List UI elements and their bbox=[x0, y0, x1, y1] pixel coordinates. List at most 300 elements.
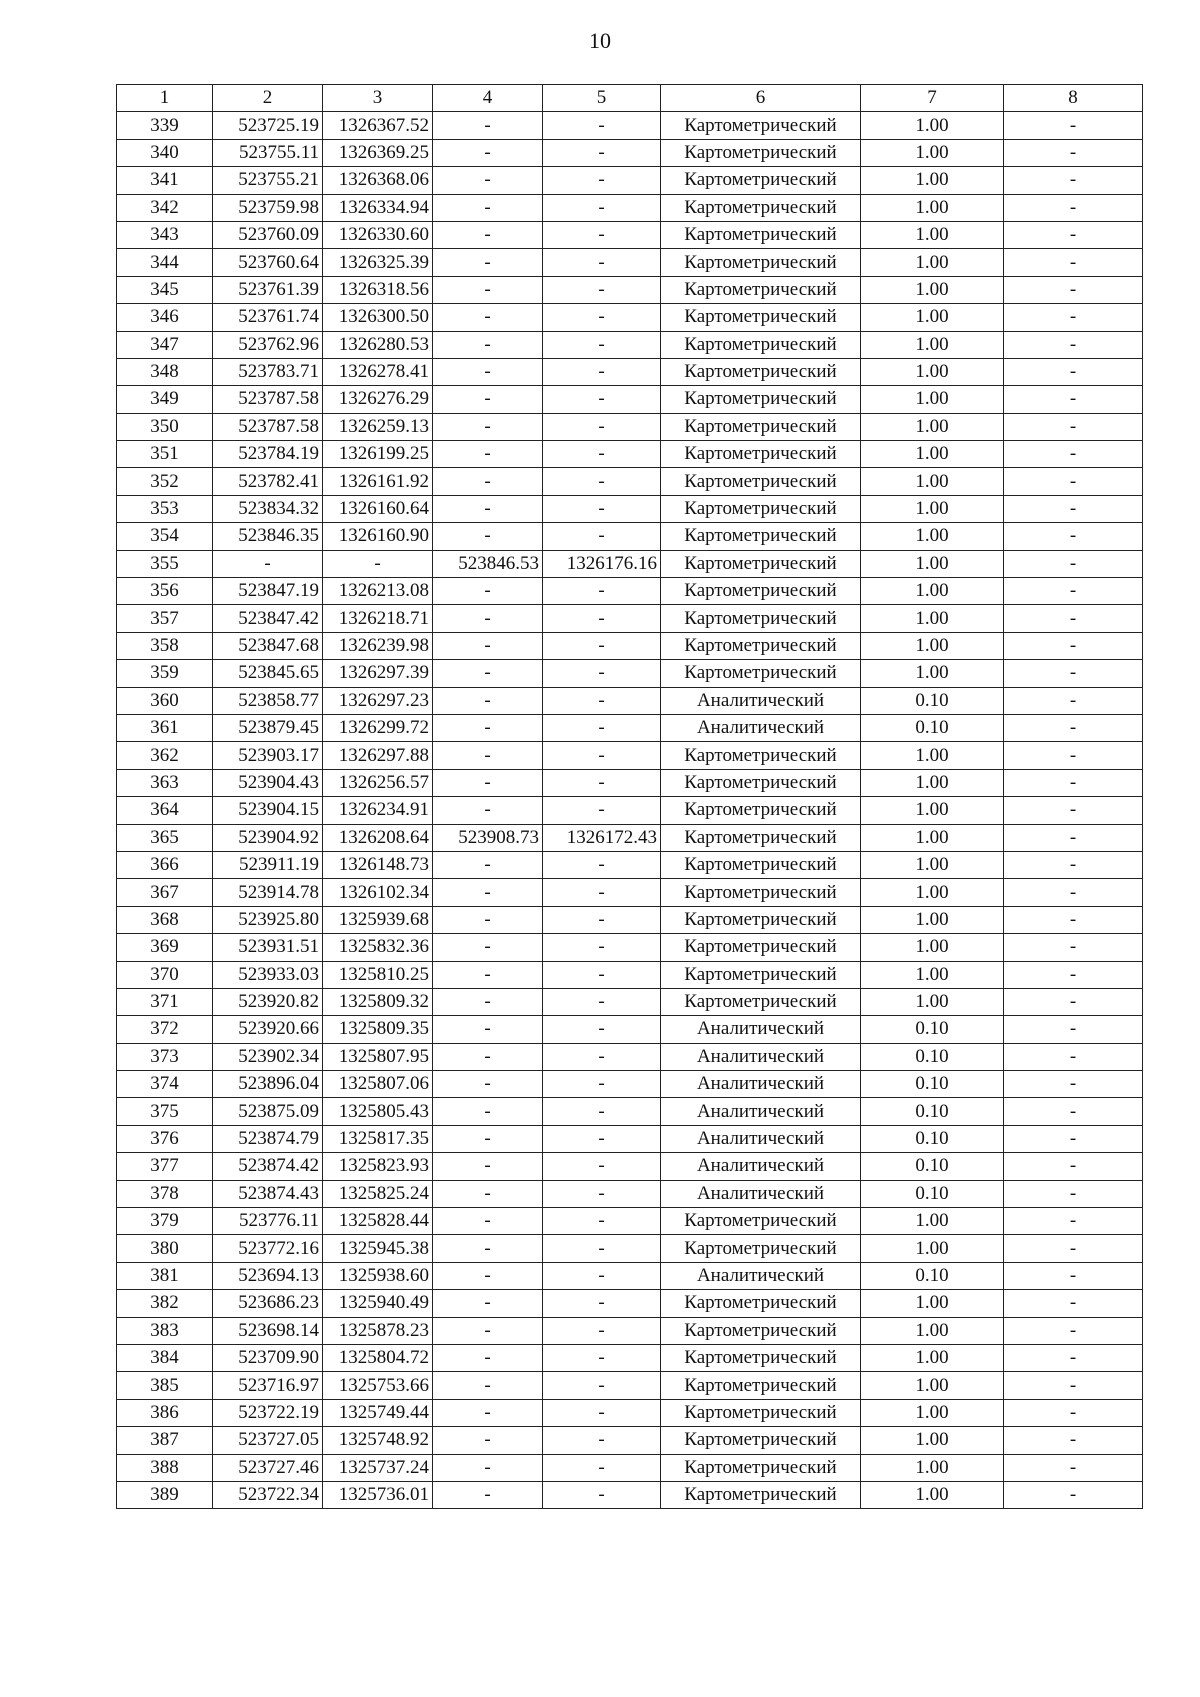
cell-method: Картометрический bbox=[661, 167, 861, 194]
cell-y-coordinate-new: - bbox=[543, 578, 661, 605]
cell-point-number: 340 bbox=[117, 139, 213, 166]
cell-y-coordinate: 1325810.25 bbox=[323, 961, 433, 988]
table-row bbox=[117, 413, 1143, 440]
cell-accuracy: 1.00 bbox=[861, 660, 1004, 687]
cell-accuracy: 1.00 bbox=[861, 1372, 1004, 1399]
cell-note: - bbox=[1004, 1372, 1143, 1399]
cell-x-coordinate-new: - bbox=[433, 1427, 543, 1454]
cell-point-number: 353 bbox=[117, 495, 213, 522]
table-row bbox=[117, 851, 1143, 878]
cell-point-number: 375 bbox=[117, 1098, 213, 1125]
cell-y-coordinate-new: 1326172.43 bbox=[543, 824, 661, 851]
table-row bbox=[117, 1125, 1143, 1152]
cell-x-coordinate-new: - bbox=[433, 988, 543, 1015]
cell-x-coordinate: 523727.05 bbox=[213, 1427, 323, 1454]
cell-accuracy: 1.00 bbox=[861, 194, 1004, 221]
cell-y-coordinate-new: - bbox=[543, 249, 661, 276]
cell-x-coordinate: 523904.15 bbox=[213, 797, 323, 824]
cell-x-coordinate-new: - bbox=[433, 495, 543, 522]
cell-x-coordinate: 523879.45 bbox=[213, 714, 323, 741]
cell-x-coordinate: 523761.39 bbox=[213, 276, 323, 303]
cell-accuracy: 1.00 bbox=[861, 1235, 1004, 1262]
cell-y-coordinate-new: - bbox=[543, 1153, 661, 1180]
cell-point-number: 385 bbox=[117, 1372, 213, 1399]
cell-note: - bbox=[1004, 879, 1143, 906]
cell-point-number: 357 bbox=[117, 605, 213, 632]
cell-point-number: 359 bbox=[117, 660, 213, 687]
table-row bbox=[117, 523, 1143, 550]
cell-y-coordinate: 1325939.68 bbox=[323, 906, 433, 933]
cell-note: - bbox=[1004, 714, 1143, 741]
cell-point-number: 387 bbox=[117, 1427, 213, 1454]
cell-x-coordinate-new: - bbox=[433, 632, 543, 659]
cell-accuracy: 1.00 bbox=[861, 851, 1004, 878]
cell-x-coordinate: 523787.58 bbox=[213, 386, 323, 413]
cell-point-number: 369 bbox=[117, 934, 213, 961]
cell-point-number: 360 bbox=[117, 687, 213, 714]
cell-x-coordinate: 523911.19 bbox=[213, 851, 323, 878]
cell-x-coordinate-new: - bbox=[433, 1290, 543, 1317]
cell-method: Картометрический bbox=[661, 605, 861, 632]
cell-x-coordinate-new: - bbox=[433, 358, 543, 385]
cell-point-number: 347 bbox=[117, 331, 213, 358]
column-header-5: 5 bbox=[543, 85, 661, 112]
cell-method: Картометрический bbox=[661, 934, 861, 961]
cell-point-number: 343 bbox=[117, 221, 213, 248]
cell-y-coordinate-new: - bbox=[543, 961, 661, 988]
cell-x-coordinate: 523725.19 bbox=[213, 112, 323, 139]
cell-note: - bbox=[1004, 769, 1143, 796]
table-row bbox=[117, 1180, 1143, 1207]
cell-x-coordinate-new: - bbox=[433, 714, 543, 741]
table-row bbox=[117, 1372, 1143, 1399]
cell-x-coordinate: 523784.19 bbox=[213, 441, 323, 468]
table-row bbox=[117, 1098, 1143, 1125]
cell-point-number: 388 bbox=[117, 1454, 213, 1481]
table-row bbox=[117, 906, 1143, 933]
cell-point-number: 350 bbox=[117, 413, 213, 440]
cell-accuracy: 1.00 bbox=[861, 906, 1004, 933]
cell-y-coordinate-new: - bbox=[543, 167, 661, 194]
cell-x-coordinate: 523896.04 bbox=[213, 1071, 323, 1098]
cell-y-coordinate-new: - bbox=[543, 1344, 661, 1371]
cell-point-number: 352 bbox=[117, 468, 213, 495]
cell-y-coordinate: 1326199.25 bbox=[323, 441, 433, 468]
cell-point-number: 351 bbox=[117, 441, 213, 468]
cell-accuracy: 1.00 bbox=[861, 276, 1004, 303]
cell-method: Аналитический bbox=[661, 1071, 861, 1098]
cell-y-coordinate-new: - bbox=[543, 413, 661, 440]
table-row bbox=[117, 167, 1143, 194]
table-row bbox=[117, 1454, 1143, 1481]
cell-y-coordinate: 1326239.98 bbox=[323, 632, 433, 659]
cell-x-coordinate-new: - bbox=[433, 961, 543, 988]
cell-accuracy: 0.10 bbox=[861, 687, 1004, 714]
cell-x-coordinate-new: - bbox=[433, 523, 543, 550]
cell-note: - bbox=[1004, 523, 1143, 550]
cell-x-coordinate: 523759.98 bbox=[213, 194, 323, 221]
cell-method: Картометрический bbox=[661, 468, 861, 495]
cell-method: Картометрический bbox=[661, 824, 861, 851]
cell-y-coordinate-new: - bbox=[543, 1208, 661, 1235]
cell-accuracy: 1.00 bbox=[861, 358, 1004, 385]
cell-y-coordinate: 1326299.72 bbox=[323, 714, 433, 741]
cell-x-coordinate: 523686.23 bbox=[213, 1290, 323, 1317]
cell-method: Картометрический bbox=[661, 578, 861, 605]
cell-y-coordinate-new: - bbox=[543, 523, 661, 550]
cell-accuracy: 1.00 bbox=[861, 167, 1004, 194]
cell-y-coordinate: 1325823.93 bbox=[323, 1153, 433, 1180]
cell-accuracy: 1.00 bbox=[861, 331, 1004, 358]
cell-note: - bbox=[1004, 276, 1143, 303]
cell-x-coordinate: 523782.41 bbox=[213, 468, 323, 495]
cell-y-coordinate-new: - bbox=[543, 1043, 661, 1070]
page-number: 10 bbox=[589, 28, 611, 53]
cell-y-coordinate-new: - bbox=[543, 988, 661, 1015]
cell-method: Картометрический bbox=[661, 1372, 861, 1399]
cell-accuracy: 1.00 bbox=[861, 1454, 1004, 1481]
cell-y-coordinate-new: - bbox=[543, 1481, 661, 1508]
cell-accuracy: 1.00 bbox=[861, 824, 1004, 851]
cell-note: - bbox=[1004, 1180, 1143, 1207]
cell-accuracy: 1.00 bbox=[861, 934, 1004, 961]
table-row bbox=[117, 1317, 1143, 1344]
cell-point-number: 389 bbox=[117, 1481, 213, 1508]
cell-method: Картометрический bbox=[661, 413, 861, 440]
cell-accuracy: 1.00 bbox=[861, 742, 1004, 769]
cell-point-number: 339 bbox=[117, 112, 213, 139]
cell-y-coordinate: 1325825.24 bbox=[323, 1180, 433, 1207]
cell-y-coordinate: 1325878.23 bbox=[323, 1317, 433, 1344]
cell-y-coordinate: 1326368.06 bbox=[323, 167, 433, 194]
cell-method: Картометрический bbox=[661, 1235, 861, 1262]
column-header-1: 1 bbox=[117, 85, 213, 112]
cell-x-coordinate-new: - bbox=[433, 249, 543, 276]
cell-x-coordinate: - bbox=[213, 550, 323, 577]
cell-y-coordinate-new: - bbox=[543, 1262, 661, 1289]
cell-note: - bbox=[1004, 167, 1143, 194]
cell-x-coordinate: 523783.71 bbox=[213, 358, 323, 385]
cell-x-coordinate: 523931.51 bbox=[213, 934, 323, 961]
cell-y-coordinate-new: - bbox=[543, 1290, 661, 1317]
column-header-4: 4 bbox=[433, 85, 543, 112]
cell-x-coordinate-new: - bbox=[433, 851, 543, 878]
cell-note: - bbox=[1004, 1235, 1143, 1262]
table-row bbox=[117, 550, 1143, 577]
cell-y-coordinate: 1325753.66 bbox=[323, 1372, 433, 1399]
table-row bbox=[117, 632, 1143, 659]
cell-y-coordinate: 1326297.23 bbox=[323, 687, 433, 714]
cell-note: - bbox=[1004, 742, 1143, 769]
cell-y-coordinate-new: - bbox=[543, 660, 661, 687]
cell-point-number: 341 bbox=[117, 167, 213, 194]
header-row bbox=[117, 85, 1143, 112]
cell-method: Картометрический bbox=[661, 1290, 861, 1317]
cell-point-number: 377 bbox=[117, 1153, 213, 1180]
table-row bbox=[117, 824, 1143, 851]
cell-y-coordinate: 1326278.41 bbox=[323, 358, 433, 385]
cell-x-coordinate-new: - bbox=[433, 1098, 543, 1125]
cell-accuracy: 0.10 bbox=[861, 1262, 1004, 1289]
cell-point-number: 344 bbox=[117, 249, 213, 276]
cell-method: Картометрический bbox=[661, 660, 861, 687]
cell-y-coordinate: - bbox=[323, 550, 433, 577]
table-row bbox=[117, 879, 1143, 906]
cell-point-number: 367 bbox=[117, 879, 213, 906]
cell-x-coordinate: 523722.34 bbox=[213, 1481, 323, 1508]
cell-method: Аналитический bbox=[661, 1016, 861, 1043]
cell-x-coordinate: 523874.43 bbox=[213, 1180, 323, 1207]
cell-note: - bbox=[1004, 1317, 1143, 1344]
cell-method: Аналитический bbox=[661, 714, 861, 741]
cell-x-coordinate: 523694.13 bbox=[213, 1262, 323, 1289]
cell-x-coordinate-new: - bbox=[433, 194, 543, 221]
cell-y-coordinate: 1326234.91 bbox=[323, 797, 433, 824]
table-row bbox=[117, 1344, 1143, 1371]
cell-point-number: 384 bbox=[117, 1344, 213, 1371]
cell-accuracy: 0.10 bbox=[861, 1098, 1004, 1125]
cell-x-coordinate-new: - bbox=[433, 468, 543, 495]
cell-x-coordinate-new: - bbox=[433, 413, 543, 440]
cell-accuracy: 0.10 bbox=[861, 1016, 1004, 1043]
cell-y-coordinate: 1325736.01 bbox=[323, 1481, 433, 1508]
cell-note: - bbox=[1004, 1290, 1143, 1317]
cell-x-coordinate: 523858.77 bbox=[213, 687, 323, 714]
cell-note: - bbox=[1004, 687, 1143, 714]
cell-x-coordinate: 523904.92 bbox=[213, 824, 323, 851]
cell-y-coordinate-new: - bbox=[543, 742, 661, 769]
cell-y-coordinate: 1326161.92 bbox=[323, 468, 433, 495]
table-row bbox=[117, 988, 1143, 1015]
cell-method: Картометрический bbox=[661, 1427, 861, 1454]
cell-y-coordinate-new: - bbox=[543, 879, 661, 906]
cell-note: - bbox=[1004, 1098, 1143, 1125]
cell-method: Картометрический bbox=[661, 632, 861, 659]
cell-accuracy: 0.10 bbox=[861, 1153, 1004, 1180]
cell-y-coordinate: 1326256.57 bbox=[323, 769, 433, 796]
cell-x-coordinate: 523904.43 bbox=[213, 769, 323, 796]
column-header-8: 8 bbox=[1004, 85, 1143, 112]
cell-x-coordinate-new: - bbox=[433, 441, 543, 468]
cell-y-coordinate-new: - bbox=[543, 1454, 661, 1481]
cell-y-coordinate-new: - bbox=[543, 304, 661, 331]
cell-note: - bbox=[1004, 988, 1143, 1015]
cell-note: - bbox=[1004, 660, 1143, 687]
cell-y-coordinate: 1325945.38 bbox=[323, 1235, 433, 1262]
cell-y-coordinate: 1326369.25 bbox=[323, 139, 433, 166]
cell-note: - bbox=[1004, 1043, 1143, 1070]
cell-x-coordinate: 523776.11 bbox=[213, 1208, 323, 1235]
cell-x-coordinate-new: 523846.53 bbox=[433, 550, 543, 577]
cell-x-coordinate-new: - bbox=[433, 139, 543, 166]
cell-x-coordinate: 523920.82 bbox=[213, 988, 323, 1015]
cell-x-coordinate-new: - bbox=[433, 1454, 543, 1481]
cell-x-coordinate: 523755.21 bbox=[213, 167, 323, 194]
cell-y-coordinate: 1326259.13 bbox=[323, 413, 433, 440]
cell-x-coordinate-new: - bbox=[433, 304, 543, 331]
cell-x-coordinate-new: - bbox=[433, 769, 543, 796]
cell-x-coordinate: 523925.80 bbox=[213, 906, 323, 933]
cell-accuracy: 1.00 bbox=[861, 413, 1004, 440]
cell-method: Аналитический bbox=[661, 1180, 861, 1207]
cell-y-coordinate-new: - bbox=[543, 194, 661, 221]
cell-y-coordinate: 1325807.95 bbox=[323, 1043, 433, 1070]
cell-note: - bbox=[1004, 468, 1143, 495]
cell-x-coordinate-new: - bbox=[433, 742, 543, 769]
table-row bbox=[117, 605, 1143, 632]
cell-point-number: 376 bbox=[117, 1125, 213, 1152]
cell-note: - bbox=[1004, 139, 1143, 166]
cell-y-coordinate: 1326367.52 bbox=[323, 112, 433, 139]
cell-x-coordinate-new: - bbox=[433, 1317, 543, 1344]
table-row bbox=[117, 1016, 1143, 1043]
cell-x-coordinate: 523760.64 bbox=[213, 249, 323, 276]
table-body bbox=[117, 112, 1143, 1509]
cell-x-coordinate-new: - bbox=[433, 1481, 543, 1508]
column-header-6: 6 bbox=[661, 85, 861, 112]
cell-method: Картометрический bbox=[661, 194, 861, 221]
cell-y-coordinate-new: - bbox=[543, 1016, 661, 1043]
table-row bbox=[117, 441, 1143, 468]
cell-accuracy: 1.00 bbox=[861, 578, 1004, 605]
cell-x-coordinate-new: - bbox=[433, 687, 543, 714]
cell-accuracy: 1.00 bbox=[861, 386, 1004, 413]
cell-note: - bbox=[1004, 1153, 1143, 1180]
cell-x-coordinate-new: - bbox=[433, 167, 543, 194]
cell-method: Аналитический bbox=[661, 687, 861, 714]
cell-y-coordinate: 1325809.32 bbox=[323, 988, 433, 1015]
cell-method: Картометрический bbox=[661, 304, 861, 331]
cell-note: - bbox=[1004, 331, 1143, 358]
cell-y-coordinate: 1326280.53 bbox=[323, 331, 433, 358]
cell-method: Картометрический bbox=[661, 441, 861, 468]
cell-note: - bbox=[1004, 304, 1143, 331]
cell-y-coordinate: 1325737.24 bbox=[323, 1454, 433, 1481]
cell-accuracy: 0.10 bbox=[861, 1125, 1004, 1152]
cell-x-coordinate: 523903.17 bbox=[213, 742, 323, 769]
table-row bbox=[117, 468, 1143, 495]
cell-x-coordinate-new: - bbox=[433, 906, 543, 933]
cell-y-coordinate: 1326325.39 bbox=[323, 249, 433, 276]
cell-y-coordinate-new: - bbox=[543, 221, 661, 248]
cell-y-coordinate: 1326213.08 bbox=[323, 578, 433, 605]
column-header-2: 2 bbox=[213, 85, 323, 112]
cell-accuracy: 1.00 bbox=[861, 1344, 1004, 1371]
cell-point-number: 362 bbox=[117, 742, 213, 769]
cell-method: Картометрический bbox=[661, 495, 861, 522]
cell-note: - bbox=[1004, 441, 1143, 468]
cell-point-number: 365 bbox=[117, 824, 213, 851]
cell-x-coordinate: 523755.11 bbox=[213, 139, 323, 166]
cell-note: - bbox=[1004, 1125, 1143, 1152]
cell-x-coordinate-new: - bbox=[433, 1208, 543, 1235]
cell-y-coordinate: 1325938.60 bbox=[323, 1262, 433, 1289]
cell-x-coordinate-new: - bbox=[433, 605, 543, 632]
cell-y-coordinate-new: - bbox=[543, 632, 661, 659]
table-row bbox=[117, 304, 1143, 331]
cell-method: Аналитический bbox=[661, 1153, 861, 1180]
table-row bbox=[117, 1262, 1143, 1289]
column-header-7: 7 bbox=[861, 85, 1004, 112]
cell-accuracy: 1.00 bbox=[861, 605, 1004, 632]
cell-x-coordinate-new: - bbox=[433, 1071, 543, 1098]
cell-method: Картометрический bbox=[661, 879, 861, 906]
cell-method: Картометрический bbox=[661, 1344, 861, 1371]
table-row bbox=[117, 358, 1143, 385]
cell-point-number: 378 bbox=[117, 1180, 213, 1207]
table-row bbox=[117, 687, 1143, 714]
cell-y-coordinate: 1325749.44 bbox=[323, 1399, 433, 1426]
cell-x-coordinate: 523772.16 bbox=[213, 1235, 323, 1262]
cell-x-coordinate-new: - bbox=[433, 879, 543, 906]
cell-x-coordinate: 523834.32 bbox=[213, 495, 323, 522]
cell-x-coordinate-new: - bbox=[433, 1153, 543, 1180]
cell-point-number: 386 bbox=[117, 1399, 213, 1426]
cell-x-coordinate: 523845.65 bbox=[213, 660, 323, 687]
table-row bbox=[117, 769, 1143, 796]
cell-y-coordinate-new: - bbox=[543, 1235, 661, 1262]
cell-y-coordinate: 1325805.43 bbox=[323, 1098, 433, 1125]
cell-accuracy: 1.00 bbox=[861, 112, 1004, 139]
cell-accuracy: 1.00 bbox=[861, 221, 1004, 248]
cell-accuracy: 1.00 bbox=[861, 139, 1004, 166]
cell-point-number: 379 bbox=[117, 1208, 213, 1235]
cell-y-coordinate: 1326330.60 bbox=[323, 221, 433, 248]
cell-x-coordinate-new: - bbox=[433, 1399, 543, 1426]
table-row bbox=[117, 1153, 1143, 1180]
cell-note: - bbox=[1004, 824, 1143, 851]
cell-y-coordinate: 1326276.29 bbox=[323, 386, 433, 413]
cell-note: - bbox=[1004, 906, 1143, 933]
cell-y-coordinate: 1325832.36 bbox=[323, 934, 433, 961]
cell-note: - bbox=[1004, 1481, 1143, 1508]
table-row bbox=[117, 934, 1143, 961]
cell-note: - bbox=[1004, 221, 1143, 248]
cell-note: - bbox=[1004, 386, 1143, 413]
cell-y-coordinate: 1326160.64 bbox=[323, 495, 433, 522]
table-row bbox=[117, 1481, 1143, 1508]
cell-method: Картометрический bbox=[661, 112, 861, 139]
cell-point-number: 372 bbox=[117, 1016, 213, 1043]
table-row bbox=[117, 1290, 1143, 1317]
cell-x-coordinate-new: - bbox=[433, 1235, 543, 1262]
cell-note: - bbox=[1004, 112, 1143, 139]
cell-y-coordinate: 1325804.72 bbox=[323, 1344, 433, 1371]
cell-x-coordinate-new: - bbox=[433, 1125, 543, 1152]
table-row bbox=[117, 714, 1143, 741]
cell-method: Картометрический bbox=[661, 769, 861, 796]
cell-point-number: 356 bbox=[117, 578, 213, 605]
cell-point-number: 346 bbox=[117, 304, 213, 331]
cell-note: - bbox=[1004, 495, 1143, 522]
cell-method: Картометрический bbox=[661, 1317, 861, 1344]
cell-x-coordinate: 523874.79 bbox=[213, 1125, 323, 1152]
cell-method: Картометрический bbox=[661, 523, 861, 550]
cell-y-coordinate-new: - bbox=[543, 714, 661, 741]
table-row bbox=[117, 249, 1143, 276]
cell-x-coordinate-new: - bbox=[433, 934, 543, 961]
cell-point-number: 373 bbox=[117, 1043, 213, 1070]
cell-x-coordinate-new: - bbox=[433, 1262, 543, 1289]
cell-y-coordinate: 1325748.92 bbox=[323, 1427, 433, 1454]
cell-x-coordinate: 523875.09 bbox=[213, 1098, 323, 1125]
cell-accuracy: 1.00 bbox=[861, 523, 1004, 550]
cell-point-number: 342 bbox=[117, 194, 213, 221]
cell-accuracy: 1.00 bbox=[861, 468, 1004, 495]
cell-point-number: 368 bbox=[117, 906, 213, 933]
cell-point-number: 380 bbox=[117, 1235, 213, 1262]
cell-accuracy: 1.00 bbox=[861, 441, 1004, 468]
